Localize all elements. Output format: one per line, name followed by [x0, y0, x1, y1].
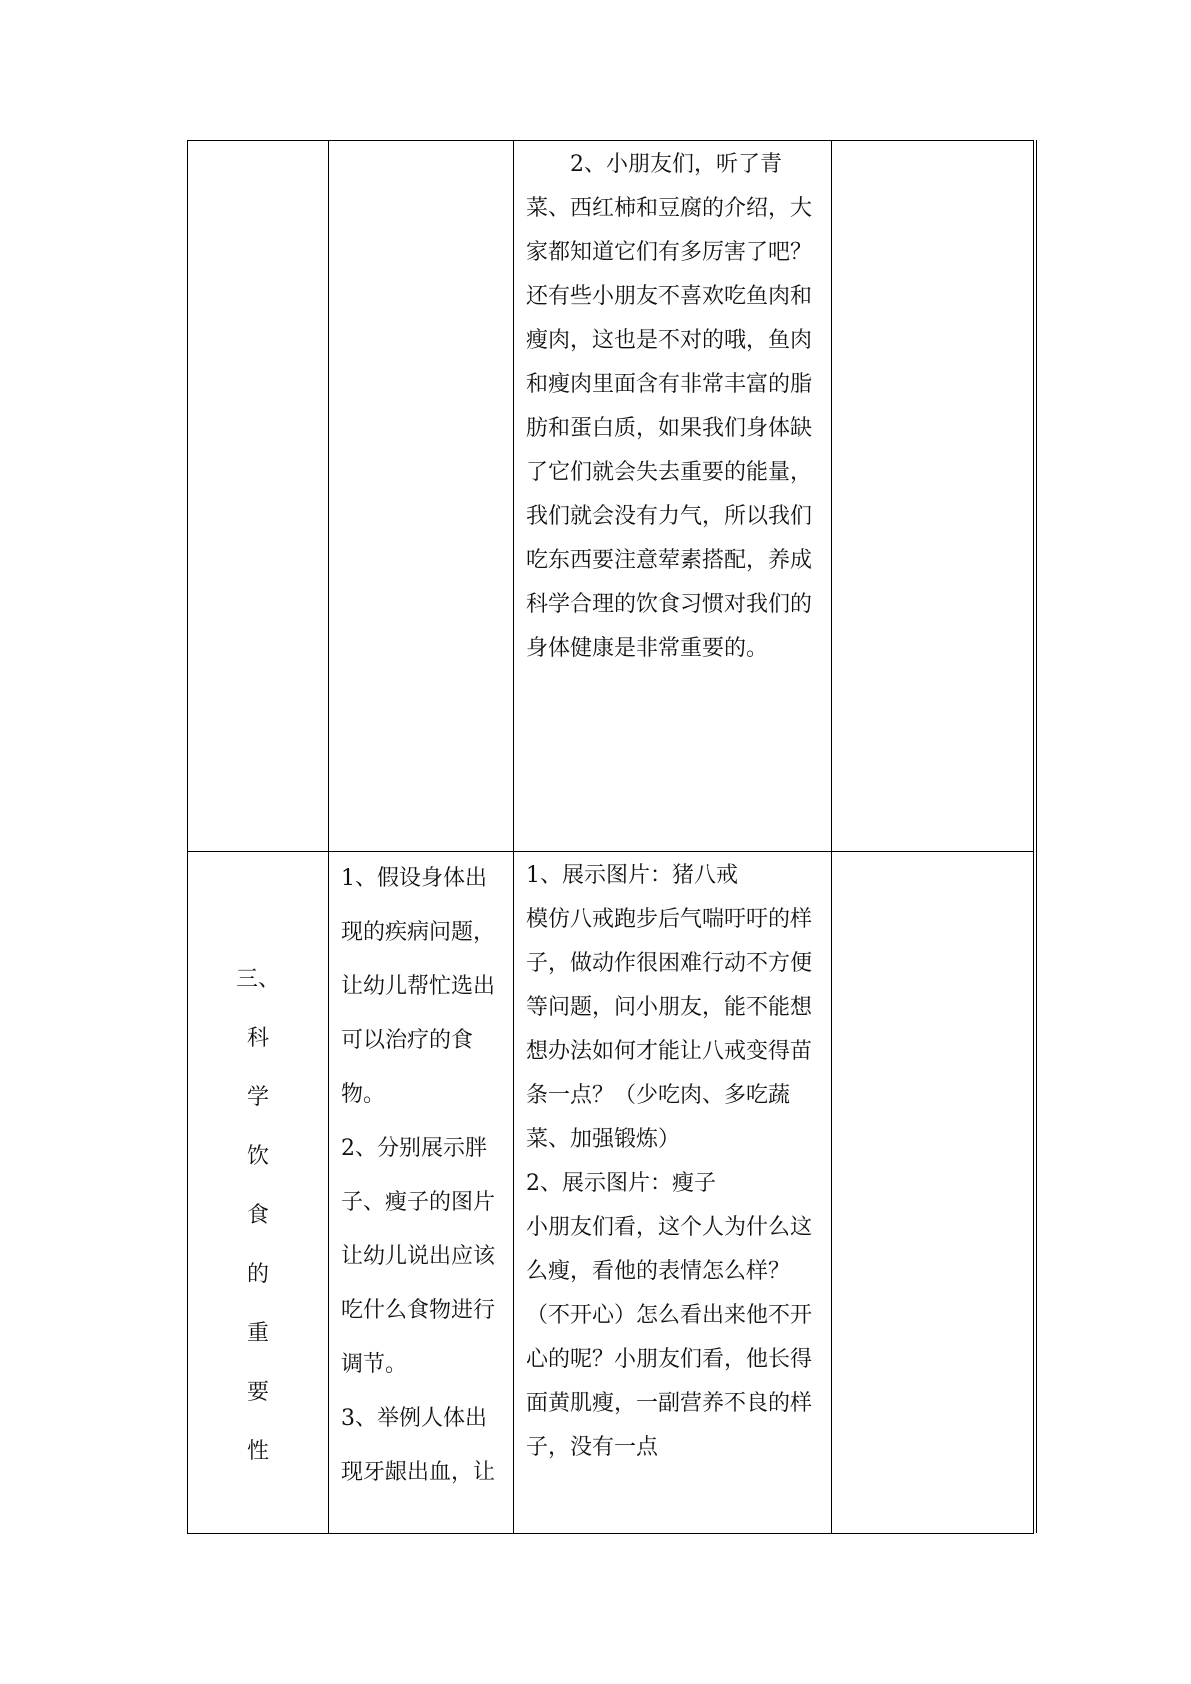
- section-title-char: 重: [246, 1321, 269, 1346]
- section-cell: [188, 852, 329, 1534]
- section-title-char: 要: [246, 1380, 269, 1405]
- section-cell: [188, 141, 329, 852]
- lesson-plan-table: [187, 140, 1034, 1534]
- activity-paragraph: 1、展示图片：猪八戒: [526, 863, 738, 888]
- notes-cell: [832, 852, 1034, 1534]
- section-title-char: 科: [246, 1026, 269, 1051]
- activity-text: [514, 141, 831, 671]
- section-title: [188, 852, 328, 1481]
- step-item: 3、举例人体出现牙龈出血，让: [341, 1406, 496, 1485]
- activity-paragraph: 模仿八戒跑步后气喘吁吁的样子，做动作很困难行动不方便等问题，问小朋友，能不能想想办法如何才能让八戒变得苗条一点？（少吃肉、多吃蔬菜、加强锻炼）: [526, 907, 813, 1152]
- step-item: 1、假设身体出现的疾病问题，让幼儿帮忙选出可以治疗的食物。: [341, 866, 496, 1107]
- section-title-char: 食: [246, 1203, 269, 1228]
- activity-paragraph: 小朋友们看，这个人为什么这么瘦，看他的表情怎么样？（不开心）怎么看出来他不开心的呢？小朋友们看，他长得面黄肌瘦，一副营养不良的样子，没有一点: [526, 1215, 813, 1460]
- section-title-char: 学: [246, 1085, 269, 1110]
- activity-cell: [514, 852, 832, 1534]
- activity-cell: [514, 141, 832, 852]
- activity-paragraph: 2、小朋友们，听了青菜、西红柿和豆腐的介绍，大家都知道它们有多厉害了吧？还有些小朋友不喜欢吃鱼肉和瘦肉，这也是不对的哦，鱼肉和瘦肉里面含有非常丰富的脂肪和蛋白质，如果我们身体缺了它们就会失去重要的能量，我们就会没有力气，所以我们吃东西要注意荤素搭配，养成科学合理的饮食习惯对我们的身体健康是非常重要的。: [526, 152, 813, 661]
- activity-text: [514, 852, 831, 1470]
- table-row: [188, 141, 1034, 852]
- table-row: [188, 852, 1034, 1534]
- steps-cell: [329, 852, 514, 1534]
- section-title-char: 的: [246, 1262, 269, 1287]
- section-title-char: 性: [246, 1439, 269, 1464]
- steps-text: [329, 852, 513, 1500]
- table-outer-border: [1036, 140, 1037, 1533]
- notes-cell: [832, 141, 1034, 852]
- activity-paragraph: 2、展示图片：瘦子: [526, 1171, 716, 1196]
- section-title-char: 饮: [246, 1144, 269, 1169]
- section-title-char: 三、: [235, 967, 280, 992]
- step-item: 2、分别展示胖子、瘦子的图片让幼儿说出应该吃什么食物进行调节。: [341, 1136, 496, 1377]
- steps-cell: [329, 141, 514, 852]
